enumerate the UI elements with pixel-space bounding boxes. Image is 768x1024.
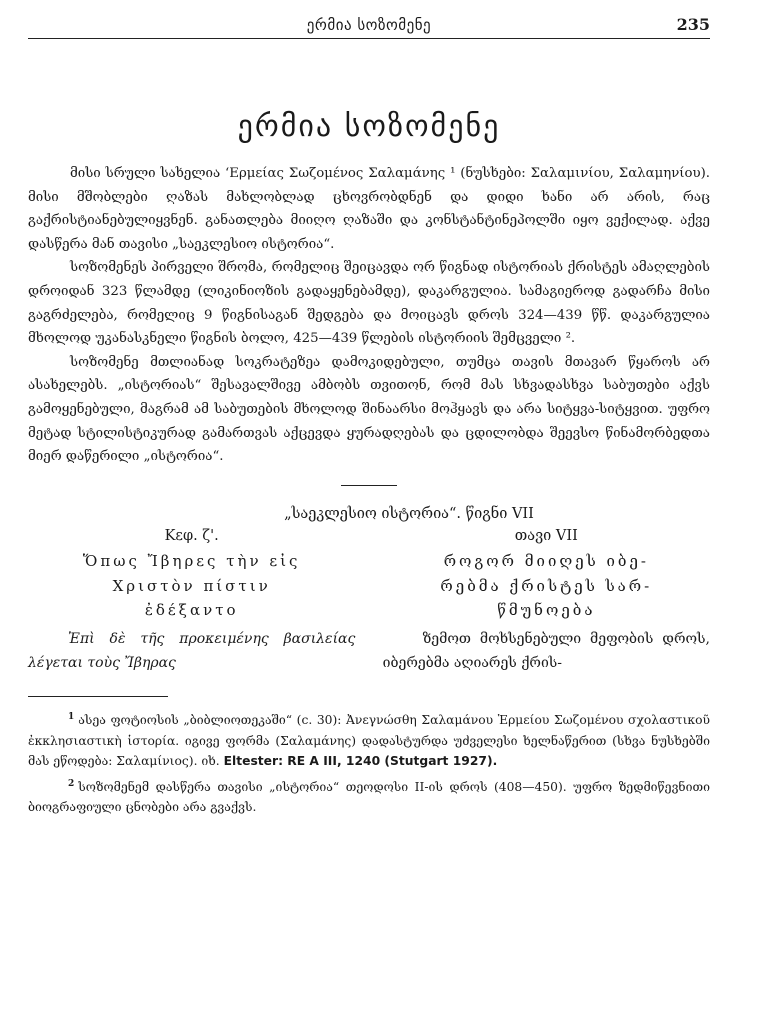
greek-chapter-label: Κεφ. ζ'.	[164, 528, 219, 545]
footnote-text: ასეა ფოტიოსის „ბიბლიოთეკაში“ (c. 30): Ἀνεγνώσθη Σαλαμάνου Ἑρμείου Σωζομένου σχολαστικοῦ ἐκκλησιαστικὴ ἱστορία. იგივე ფორმა (Σαλαμάνης) დადასტურდა უძველესი ხელნაწერით (სხვა ნუსხებში მას ეწოდება: Σαλαμίνιος). იხ.	[28, 713, 710, 769]
footnote	[28, 707, 710, 772]
section-divider	[341, 485, 397, 487]
georgian-title-line: წმუნოება	[497, 601, 596, 620]
greek-text: Ἐπὶ δὲ τῆς προκειμένης βασιλείας λέγεται τοὺς Ἴβηρας	[28, 630, 356, 672]
georgian-chapter-label: თავი VII	[514, 528, 578, 545]
georgian-title-line: რებმა ქრისტეს სარ-	[440, 576, 653, 595]
georgian-text: ზემოთ მოხსენებული მეფობის დროს, იბერებმა აღიარეს ქრის-	[382, 630, 710, 672]
footnote-reference: Eltester: RE A III, 1240 (Stutgart 1927).	[223, 754, 498, 769]
georgian-title-line: როგორ მიიღეს იბე-	[443, 552, 649, 571]
chapter-title: ერმია სოზომენე	[237, 109, 501, 144]
greek-title-line: Ὅπως Ἴβηρες τὴν εἰς	[82, 552, 301, 571]
body-text	[28, 162, 710, 469]
book-page	[28, 14, 710, 820]
paragraph: სოზომენე მთლიანად სოკრატეზეა დამოკიდებული, თუმცა თავის მთავარ წყაროს არ ასახელებს. „ისტორიას“ შესავალშივე ამბობს თვითონ, რომ მას სხვადასხვა საბუთები აქვს გამოყენებული, მაგრამ ამ საბუთების მხოლოდ შინაარსი მოჰყავს და არა სიტყვა-სიტყვით. უფრო მეტად სტილისტიკურად გამართვას აქცევდა ყურადღებას და ცდილობდა შეევსო წინამორბედთა მიერ დაწერილი „ისტორია“.	[28, 354, 710, 465]
greek-title-line: Χριστὸν πίστιν	[112, 576, 271, 595]
extract-heading: „საეკლესიო ისტორია“. წიგნი VII	[284, 506, 534, 523]
footnote-mark: 2	[68, 778, 75, 789]
paragraph: სოზომენეს პირველი შრომა, რომელიც შეიცავდა ორ წიგნად ისტორიას ქრისტეს ამაღლების დროიდან 323 წლამდე (ლიკინიოზის გადაყენებამდე), დაკარგულია. სამაგიეროდ გადარჩა მისი გაგრძელება, რომელიც 9 წიგნისაგან შედგება და მოიცავს დროს 324—439 წწ. დაკარგულია მხოლოდ უკანასკნელი წიგნის ბოლო, 425—439 წლების ისტორიის შემცველი ².	[28, 260, 710, 347]
footnote-text: სოზომენემ დასწერა თავისი „ისტორია“ თეოდოსი II-ის დროს (408—450). უფრო ზედმიწევნითი ბიოგრაფიული ცნობები არა გვაქვს.	[28, 779, 710, 815]
footnote-mark: 1	[68, 712, 75, 723]
footnote	[28, 774, 710, 818]
greek-column	[28, 528, 355, 676]
running-head	[28, 14, 710, 39]
page-number: 235	[676, 15, 710, 34]
georgian-column	[383, 528, 710, 676]
footnote-rule	[28, 696, 168, 698]
paragraph: მისი სრული სახელია ‘Ερμείας Σωζομένος Σαλαμάνης ¹ (ნუსხები: Σαλαμινίου, Σαλαμηνίου). მისი მშობლები ღაზას მახლობლად ცხოვრობდნენ და დიდი ხანი არ არის, რაც გაქრისტიანებულიყვნენ. განათლება მიიღო ღაზაში და კონსტანტინეპოლში იყო ვექილად. აქვე დასწერა მან თავისი „საეკლესიო ისტორია“.	[28, 166, 710, 252]
parallel-text	[28, 528, 710, 676]
running-title: ერმია სოზომენე	[306, 16, 432, 34]
greek-title-line: ἐδέξαντο	[144, 601, 239, 620]
